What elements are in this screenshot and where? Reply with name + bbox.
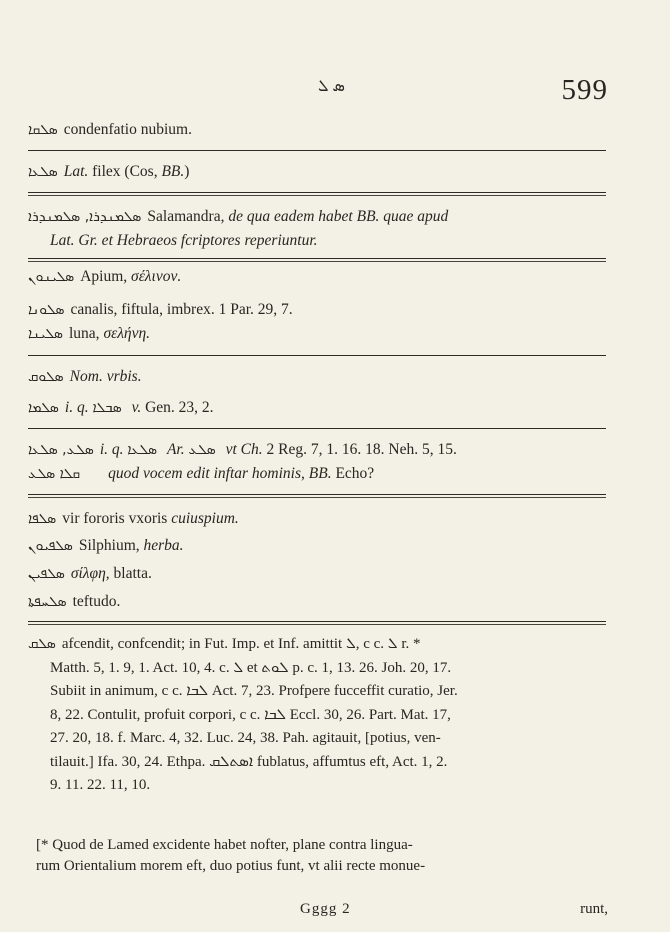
divider-rule [28, 494, 606, 495]
footnote [28, 835, 610, 877]
entry-text: Apium, [80, 268, 132, 285]
entry-text: blatta. [109, 565, 152, 582]
entry-text: Silphium, [78, 537, 144, 554]
syriac-headword: ܣܠܦܝܢ [28, 566, 65, 582]
entry-italic: i. q. [64, 399, 89, 416]
divider-rule [28, 355, 606, 356]
entry-echo [28, 438, 642, 486]
divider-rule [28, 258, 606, 259]
entry-continuation: Lat. Gr. et Hebraeos fcriptores reperiuntur. [50, 232, 318, 249]
entry-italic: herba. [143, 537, 184, 554]
syriac-word: ܩܠܐ ܣܠܥ [28, 466, 81, 482]
entry-greek: σέλινον. [131, 268, 182, 285]
entry-text: luna, [69, 325, 104, 342]
main-entry-line: afcendit, confcendit; in Fut. Imp. et Inf. amittit ܠ, c c. ܠ r. * [61, 636, 421, 652]
entry-greek: σίλφη, [70, 565, 110, 582]
entry-text: ) [184, 163, 190, 180]
entry-ascendit [28, 633, 642, 798]
syriac-word: ܣܒܠܐ [92, 400, 122, 416]
syriac-headword: ܣܠܚܦܬܐ [28, 594, 67, 610]
syriac-headword: ܣܠܡܐ [28, 400, 59, 416]
entry-italic: Lat. [63, 163, 89, 180]
entry-text: Salamandra, [147, 208, 229, 225]
entry-salamandra [28, 205, 642, 252]
main-entry-line: 9. 11. 22. 11, 10. [50, 777, 151, 793]
entry-nom-urbis [28, 365, 642, 389]
syriac-word: ܣܠܥܐ [127, 442, 158, 458]
entry-italic: v. [127, 399, 142, 416]
entry-text: condenfatio nubium. [63, 121, 192, 138]
entry-text: Echo? [331, 465, 375, 482]
divider-rule [28, 150, 606, 151]
main-entry-line: 8, 22. Contulit, profuit corpori, c c. ܠܒܐ Eccl. 30, 26. Part. Mat. 17, [50, 706, 451, 723]
entry-vir-sororis [28, 507, 642, 531]
entry-luna [28, 322, 642, 346]
entry-testudo [28, 590, 642, 614]
entry-italic: vt Ch. [221, 441, 263, 458]
main-entry-line: Subiit in animum, c c. ܠܒܐ Act. 7, 23. Profpere fucceffit curatio, Jer. [50, 683, 458, 699]
syriac-headword: ܣܠܥ, ܣܠܥܐ [28, 442, 94, 458]
entry-condensatio [28, 118, 642, 142]
syriac-headword: ܣܠܝܢܘܢ [28, 269, 75, 285]
syriac-headword: ܣܠܡܢܕܪܐ, ܣܠܡܢܕܪܐ [28, 209, 142, 225]
entry-italic: quod vocem edit inftar hominis, BB. [108, 465, 332, 482]
entry-silex [28, 160, 642, 184]
entry-text: filex (Cos, [88, 163, 162, 180]
entry-italic: cuiuspium. [171, 510, 239, 527]
entry-italic: Nom. vrbis. [69, 368, 142, 385]
syriac-headword: ܣܠܩ [28, 636, 56, 652]
entry-blatta [28, 562, 642, 586]
entry-text: vir fororis vxoris [62, 510, 172, 527]
entry-italic: BB. [161, 163, 185, 180]
arabic-word: ܣܠܥ [188, 442, 216, 458]
entry-text: canalis, fiftula, imbrex. 1 Par. 29, 7. [70, 301, 293, 318]
running-head-syriac: ܣ ܠ [318, 78, 346, 95]
divider-rule [28, 192, 606, 193]
syriac-headword: ܣܠܘܩ [28, 369, 64, 385]
syriac-headword: ܣܠܦܐ [28, 511, 57, 527]
entry-italic: de qua eadem habet BB. quae apud [228, 208, 449, 225]
main-entry-line: 27. 20, 18. f. Marc. 4, 32. Luc. 24, 38. Pah. agitauit, [potius, ven- [50, 730, 441, 746]
entry-gen [28, 396, 642, 420]
footnote-line: rum Orientalium morem eft, duo potius funt, vt alii recte monue- [36, 858, 426, 874]
syriac-headword: ܣܠܦܝܘܢ [28, 538, 73, 554]
syriac-headword: ܣܠܩܐ [28, 122, 58, 138]
syriac-headword: ܣܠܥܐ [28, 164, 58, 180]
catchword: runt, [580, 901, 608, 917]
entry-apium [28, 265, 642, 289]
syriac-headword: ܣܠܝܢܐ [28, 326, 63, 342]
entry-italic: Ar. [163, 441, 185, 458]
signature-mark: Gggg 2 [300, 901, 351, 917]
footnote-line: [* Quod de Lamed excidente habet nofter, plane contra lingua- [36, 837, 413, 853]
main-entry-line: tilauit.] Ifa. 30, 24. Ethpa. ܐܣܬܠܩ fublatus, affumtus eft, Act. 1, 2. [50, 753, 448, 770]
entry-italic: i. q. [99, 441, 124, 458]
entry-greek: σελήνη. [103, 325, 151, 342]
divider-rule [28, 621, 606, 622]
entry-text: 2 Reg. 7, 1. 16. 18. Neh. 5, 15. [262, 441, 457, 458]
entry-text: teftudo. [72, 593, 121, 610]
main-entry-line: Matth. 5, 1. 9, 1. Act. 10, 4. c. ܠ et ܠܘܬ p. c. 1, 13. 26. Joh. 20, 17. [50, 659, 452, 676]
entry-text: Gen. 23, 2. [141, 399, 214, 416]
divider-rule [28, 428, 606, 429]
page-number: 599 [561, 74, 608, 106]
entry-silphium [28, 534, 642, 558]
entry-canalis [28, 298, 642, 322]
syriac-headword: ܣܠܘܢܐ [28, 302, 65, 318]
